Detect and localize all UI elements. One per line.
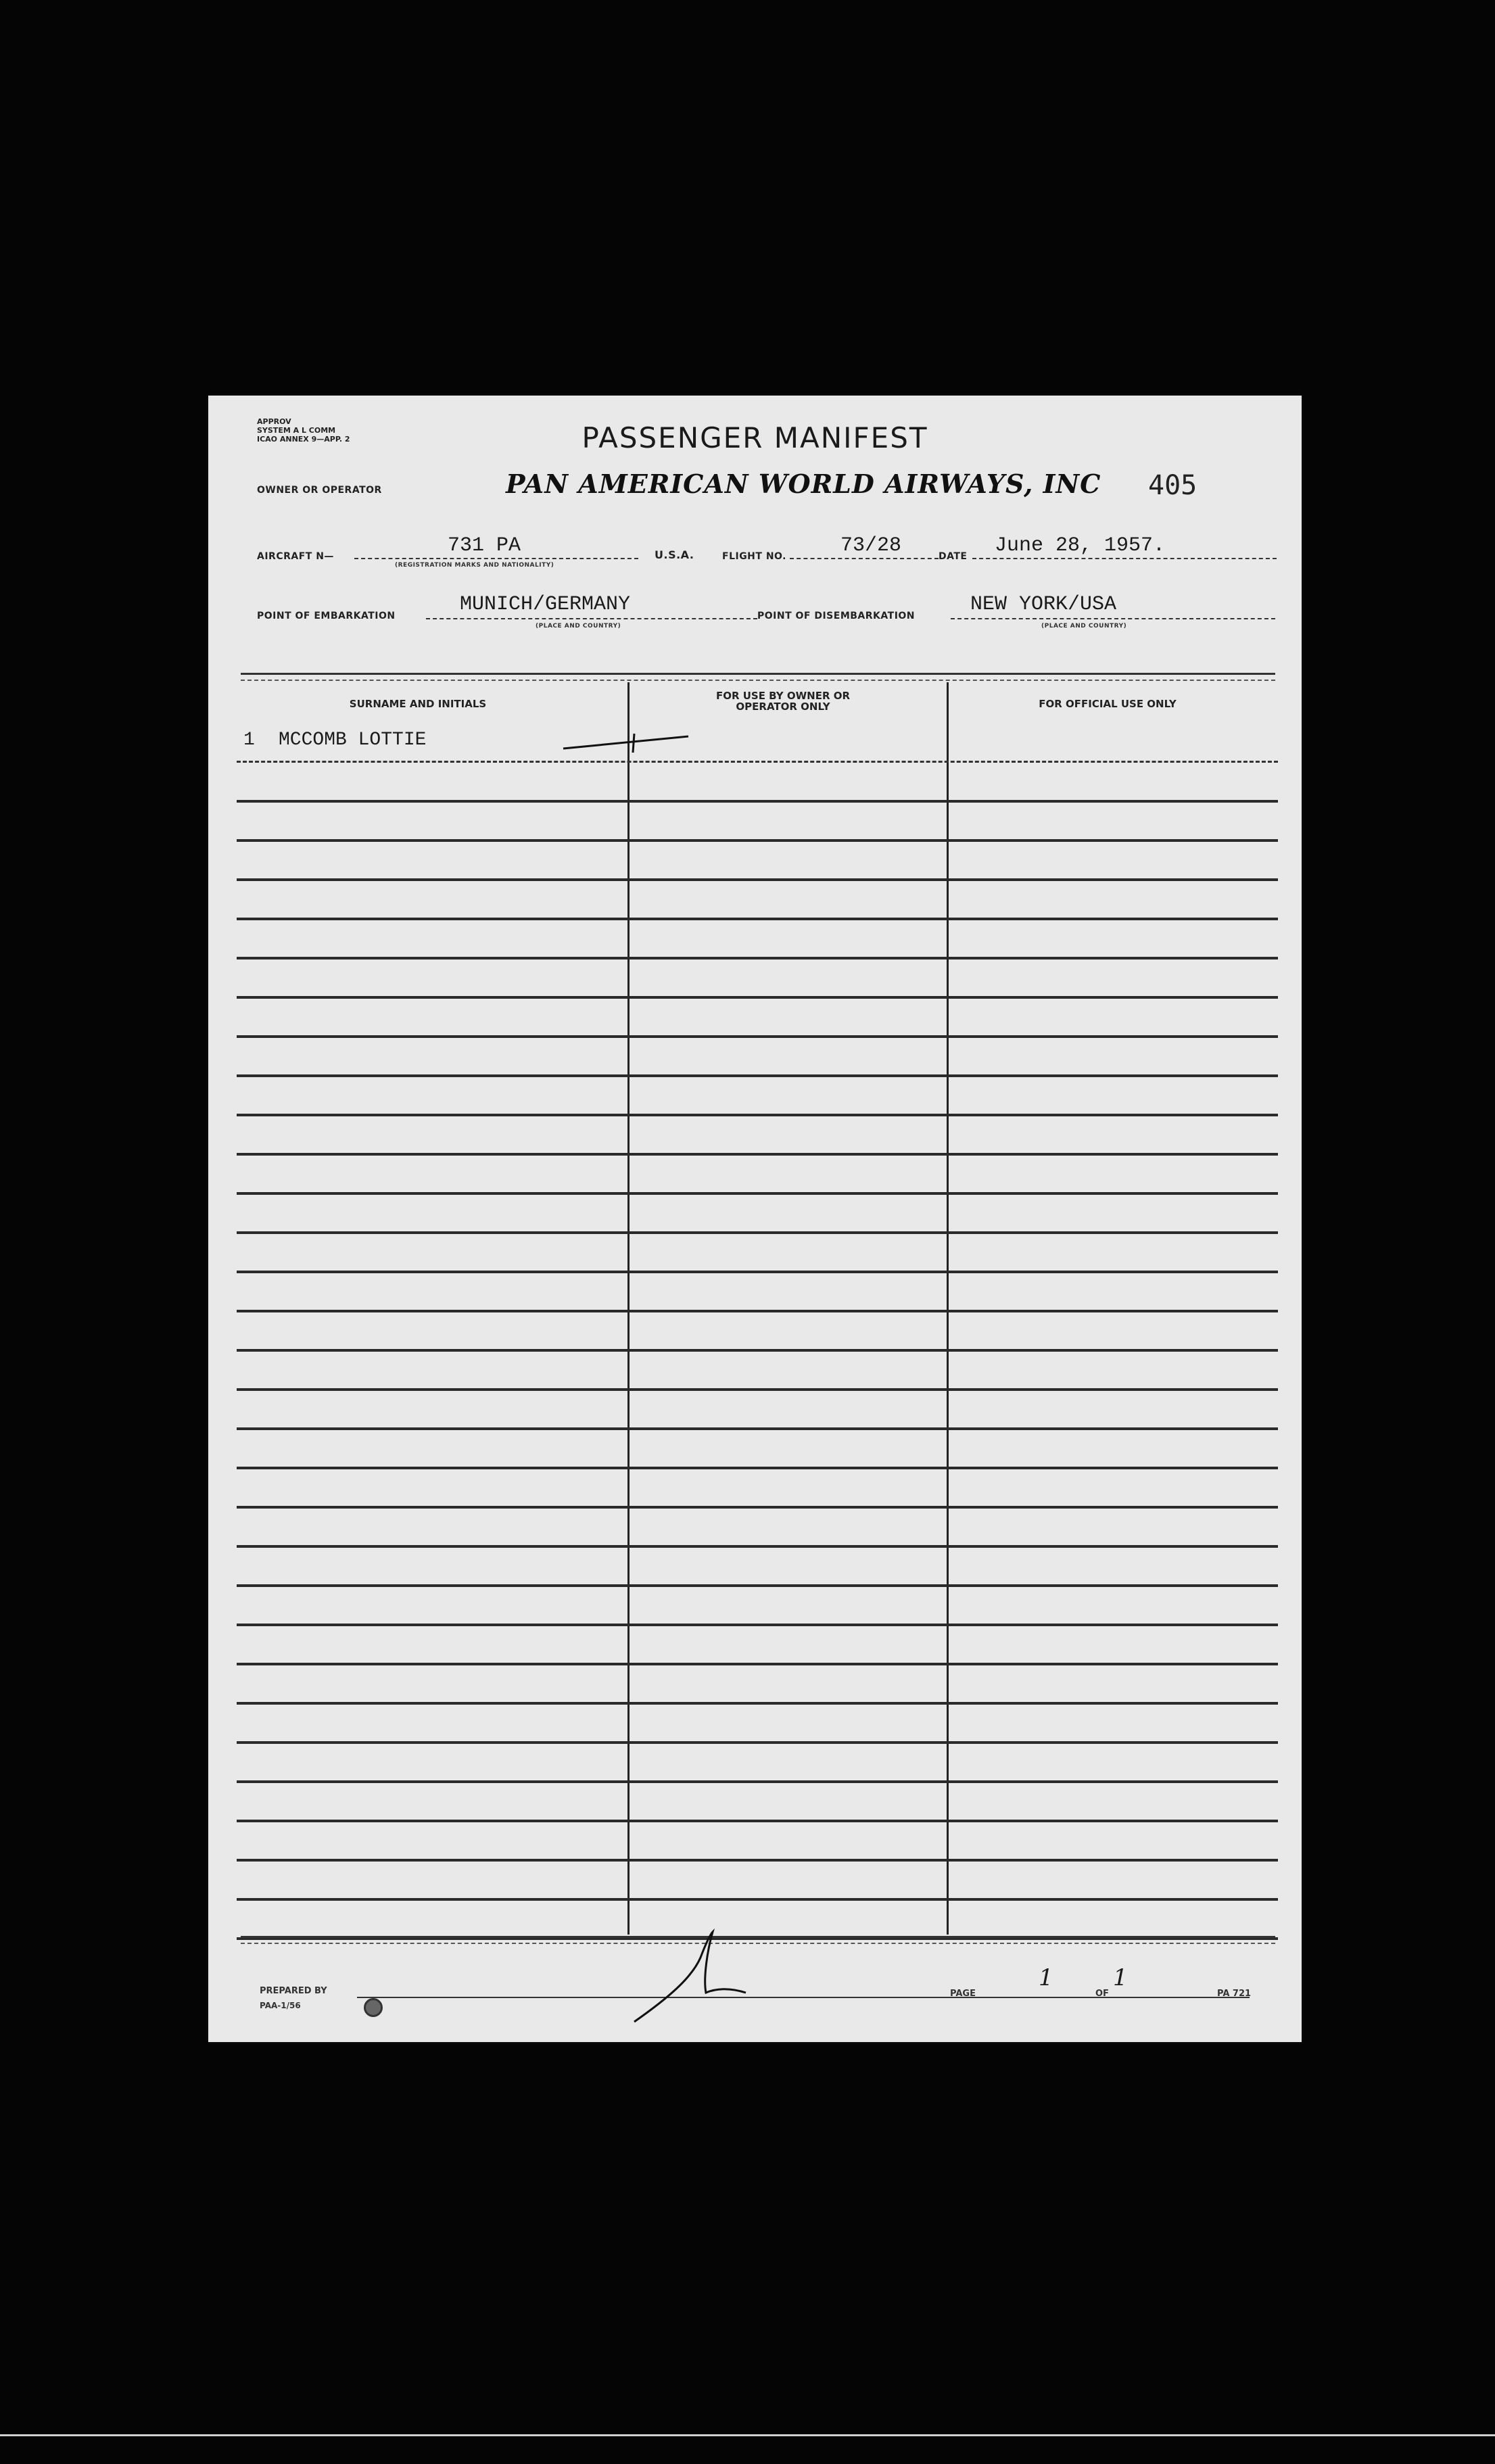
table-row-line — [237, 1820, 1278, 1822]
footer-line — [357, 1997, 1250, 1998]
table-top-rule — [241, 673, 1275, 681]
disembarkation-label: POINT OF DISEMBARKATION — [757, 611, 916, 621]
of-label: OF — [1095, 1989, 1109, 1999]
page-title: PASSENGER MANIFEST — [582, 421, 928, 454]
column-divider — [627, 682, 630, 1935]
embarkation-label: POINT OF EMBARKATION — [257, 611, 396, 621]
table-row-line — [237, 1231, 1278, 1234]
table-row-line — [237, 1388, 1278, 1391]
scan-edge — [0, 2434, 1495, 2436]
table-row-line — [237, 1467, 1278, 1469]
table-row-line — [237, 1153, 1278, 1156]
table-row-line — [237, 1035, 1278, 1038]
embarkation-line — [426, 618, 757, 619]
table-row-line — [237, 1271, 1278, 1273]
table-row-line — [237, 839, 1278, 842]
table-row-line — [237, 957, 1278, 959]
table-row-line — [237, 1898, 1278, 1901]
disembarkation-value: NEW YORK/USA — [970, 593, 1117, 616]
flight-value: 73/28 — [840, 534, 902, 557]
page-label: PAGE — [950, 1989, 976, 1999]
embarkation-caption: (PLACE AND COUNTRY) — [536, 623, 621, 630]
registration-caption: (REGISTRATION MARKS AND NATIONALITY) — [395, 562, 554, 569]
approval-line: APPROV — [257, 417, 291, 426]
aircraft-line — [354, 558, 638, 559]
check-mark — [553, 727, 702, 754]
column-header-surname: SURNAME AND INITIALS — [349, 698, 487, 710]
seal-icon — [364, 1998, 383, 2017]
sheet-number: 405 — [1148, 470, 1197, 501]
signature — [627, 1930, 790, 2025]
date-label: DATE — [939, 551, 968, 562]
owner-label: OWNER OR OPERATOR — [257, 485, 382, 496]
approval-line: SYSTEM A L COMM — [257, 426, 336, 435]
table-row-line — [237, 1310, 1278, 1312]
disembarkation-caption: (PLACE AND COUNTRY) — [1041, 623, 1127, 630]
date-line — [972, 558, 1277, 559]
approval-line: ICAO ANNEX 9—APP. 2 — [257, 435, 350, 444]
passenger-name: MCCOMB LOTTIE — [279, 730, 427, 751]
column-divider — [947, 682, 949, 1935]
table-row-line — [237, 1545, 1278, 1548]
manifest-sheet — [208, 396, 1302, 2042]
prepared-by-label: PREPARED BY — [260, 1986, 327, 1996]
table-row-line — [237, 1702, 1278, 1705]
operator-name: PAN AMERICAN WORLD AIRWAYS, INC — [506, 469, 1101, 499]
table-row-line — [237, 1074, 1278, 1077]
date-value: June 28, 1957. — [995, 534, 1166, 557]
form-code: PAA-1/56 — [260, 2001, 301, 2010]
table-row-line — [237, 1624, 1278, 1626]
country-label: U.S.A. — [655, 548, 694, 561]
table-row-line — [237, 878, 1278, 881]
table-row-line — [237, 1114, 1278, 1116]
flight-line — [790, 558, 939, 559]
table-row-line — [237, 1192, 1278, 1195]
passenger-number: 1 — [243, 730, 255, 751]
table-row-line — [237, 1859, 1278, 1862]
table-row-line — [237, 800, 1278, 803]
of-value: 1 — [1113, 1964, 1128, 1991]
table-row-line — [237, 1663, 1278, 1665]
page-value: 1 — [1039, 1964, 1053, 1991]
embarkation-value: MUNICH/GERMANY — [460, 593, 631, 616]
table-row-line — [237, 761, 1278, 763]
table-row-line — [237, 1584, 1278, 1587]
disembarkation-line — [951, 618, 1275, 619]
column-header-operator: FOR USE BY OWNER OR OPERATOR ONLY — [715, 690, 851, 713]
table-row-line — [237, 1349, 1278, 1352]
table-row-line — [237, 1427, 1278, 1430]
aircraft-value: 731 PA — [448, 534, 521, 557]
pa-form-label: PA 721 — [1217, 1989, 1252, 1999]
table-row-line — [237, 996, 1278, 999]
table-row-line — [237, 918, 1278, 920]
table-row-line — [237, 1741, 1278, 1744]
table-row-line — [237, 1506, 1278, 1509]
flight-label: FLIGHT NO. — [722, 551, 786, 562]
aircraft-label: AIRCRAFT N— — [257, 551, 334, 562]
table-row-line — [237, 1780, 1278, 1783]
column-header-official: FOR OFFICIAL USE ONLY — [1039, 698, 1177, 710]
